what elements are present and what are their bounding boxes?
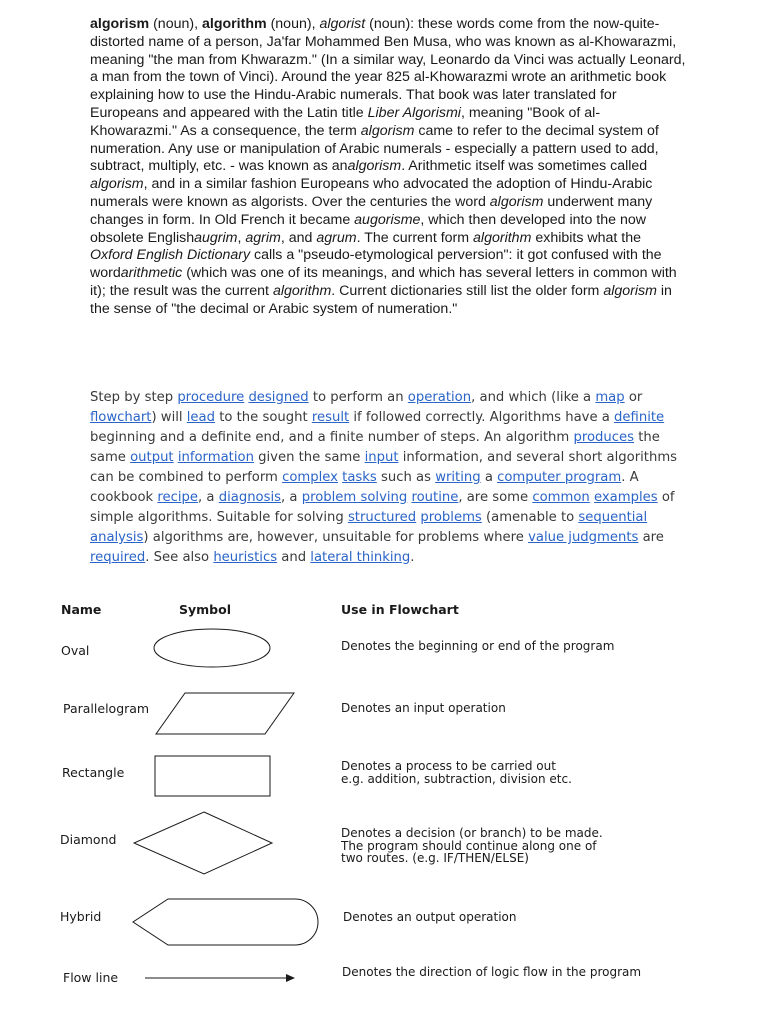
- text-run: (noun),: [266, 16, 320, 32]
- term-link[interactable]: designed: [248, 390, 309, 405]
- text-run: are: [638, 530, 664, 545]
- italic-term: algorism: [489, 193, 544, 210]
- italic-term: algorithm: [272, 282, 332, 299]
- rectangle-symbol-icon: [150, 752, 276, 800]
- term-link[interactable]: result: [311, 410, 350, 425]
- text-run: or: [624, 390, 643, 405]
- italic-term: Liber Algorismi: [367, 104, 461, 121]
- row-name-rectangle: Rectangle: [62, 765, 125, 780]
- text-run: , and in a similar fashion Europeans who advocated the adoption of Hindu-Arabic numerals were known as algorists. Over the centuries the word: [90, 176, 653, 210]
- term-link[interactable]: output: [130, 450, 174, 465]
- definition-paragraph: [90, 388, 690, 568]
- text-run: ,: [237, 229, 246, 246]
- term-link[interactable]: tasks: [342, 470, 377, 485]
- text-run: calls a "pseudo-etymological perversion": it got confused with the word: [90, 247, 662, 282]
- text-run: ) will: [151, 410, 187, 425]
- row-use-oval: Denotes the beginning or end of the program: [341, 639, 615, 653]
- row-name-flow-line: Flow line: [63, 970, 119, 985]
- text-run: .: [410, 550, 415, 565]
- text-run: and: [277, 550, 311, 565]
- row-use-flow-line: Denotes the direction of logic flow in the program: [342, 965, 642, 979]
- term-link[interactable]: problems: [420, 510, 482, 525]
- term-link[interactable]: lead: [186, 410, 215, 425]
- oval-symbol-icon: [150, 626, 276, 670]
- text-run: . Current dictionaries still list the older form: [331, 282, 604, 299]
- text-run: came to refer to the decimal system of numeration. Any use or manipulation of Arabic numerals - especially a pattern used to add, subtract, multiply, etc. - was known as an: [90, 122, 659, 175]
- italic-term: augorisme: [354, 211, 421, 228]
- italic-term: algorism: [603, 282, 657, 299]
- text-run: in the sense of "the decimal or Arabic system of numeration.": [90, 282, 672, 317]
- row-use-hybrid: Denotes an output operation: [343, 910, 517, 924]
- italic-term: algorism: [347, 158, 402, 175]
- text-run: ) algorithms are, however, unsuitable for problems where: [143, 530, 529, 545]
- term-link[interactable]: flowchart: [90, 410, 152, 425]
- text-run: to perform an: [308, 390, 408, 405]
- text-run: (noun),: [149, 16, 202, 32]
- row-name-hybrid: Hybrid: [60, 909, 102, 924]
- term-link[interactable]: diagnosis: [218, 490, 282, 505]
- text-run: underwent many changes in form. In Old French it became: [90, 193, 653, 228]
- italic-term: algorism: [360, 122, 415, 139]
- term-link[interactable]: common: [532, 490, 590, 505]
- term-link[interactable]: problem solving: [301, 490, 408, 505]
- text-run: (noun): these words come from the now-quite-distorted name of a person, Ja'far Mohammed Ben Musa, who was known as al-Khowarazmi, meaning "the man from Khwarazm." (In a similar way, Leonardo da Vinci was actually Leonard, a man from the town of Vinci). Around the year 825 al-Khowarazmi wrote an arithmetic book explaining how to use the Hindu-Arabic numerals. That book was later translated for Europeans and appeared with the Latin title: [90, 16, 686, 121]
- italic-term: algorism: [90, 176, 144, 193]
- row-name-diamond: Diamond: [60, 832, 117, 847]
- text-run: (amenable to: [481, 510, 579, 525]
- text-run: to the sought: [215, 410, 312, 425]
- text-run: , meaning "Book of al-Khowarazmi." As a consequence, the term: [90, 104, 601, 139]
- row-use-rectangle: Denotes a process to be carried out e.g. addition, subtraction, division etc.: [341, 759, 572, 786]
- italic-term: agrum: [316, 229, 357, 246]
- text-run: . See also: [145, 550, 214, 565]
- text-run: given the same: [253, 450, 365, 465]
- text-run: . The current form: [356, 229, 474, 246]
- text-run: , a: [281, 490, 302, 505]
- term-link[interactable]: analysis: [90, 530, 144, 545]
- etymology-paragraph: [90, 16, 686, 319]
- row-use-parallelogram: Denotes an input operation: [341, 701, 506, 715]
- parallelogram-symbol-icon: [150, 690, 300, 738]
- row-use-diamond: Denotes a decision (or branch) to be made. The program should continue along one of two routes. (e.g. IF/THEN/ELSE): [341, 826, 603, 865]
- term-link[interactable]: examples: [594, 490, 658, 505]
- text-run: Step by step: [90, 390, 178, 405]
- header-symbol: Symbol: [179, 602, 231, 617]
- italic-term: agrim: [245, 229, 281, 246]
- italic-term: algorist: [319, 16, 366, 32]
- term-link[interactable]: heuristics: [213, 550, 278, 565]
- flow-line-arrow-icon: [140, 968, 300, 988]
- term-link[interactable]: lateral thinking: [310, 550, 411, 565]
- term-link[interactable]: writing: [435, 470, 481, 485]
- italic-term: algorithm: [473, 229, 532, 246]
- text-run: , are some: [458, 490, 533, 505]
- text-run: , and: [280, 229, 317, 246]
- text-run: (which was one of its meanings, and which has several letters in common with it); the result was the current: [90, 265, 677, 299]
- bold-term: algorism: [90, 16, 150, 32]
- text-run: , which then developed into the now obsolete English: [90, 211, 647, 246]
- italic-term: Oxford English Dictionary: [90, 247, 251, 264]
- term-link[interactable]: value judgments: [528, 530, 639, 545]
- term-link[interactable]: information: [177, 450, 254, 465]
- term-link[interactable]: structured: [347, 510, 417, 525]
- term-link[interactable]: definite: [614, 410, 665, 425]
- term-link[interactable]: computer program: [497, 470, 622, 485]
- term-link[interactable]: operation: [407, 390, 472, 405]
- text-run: a: [480, 470, 498, 485]
- term-link[interactable]: complex: [282, 470, 338, 485]
- text-run: information, and several short algorithms can be combined to perform: [90, 450, 678, 485]
- hybrid-symbol-icon: [128, 896, 324, 950]
- header-use-in-flowchart: Use in Flowchart: [341, 602, 459, 617]
- bold-term: algorithm: [201, 16, 267, 32]
- text-run: the same: [90, 430, 660, 465]
- term-link[interactable]: produces: [573, 430, 634, 445]
- diamond-symbol-icon: [128, 808, 276, 878]
- italic-term: augrim: [194, 229, 238, 246]
- row-name-oval: Oval: [61, 643, 90, 658]
- text-run: . A cookbook: [90, 470, 639, 505]
- row-name-parallelogram: Parallelogram: [63, 701, 150, 716]
- text-run: such as: [376, 470, 436, 485]
- italic-term: arithmetic: [120, 265, 183, 282]
- term-link[interactable]: input: [364, 450, 399, 465]
- text-run: beginning and a definite end, and a finite number of steps. An algorithm: [90, 430, 574, 445]
- term-link[interactable]: required: [90, 550, 146, 565]
- term-link[interactable]: routine: [411, 490, 459, 505]
- term-link[interactable]: map: [595, 390, 625, 405]
- text-run: if followed correctly. Algorithms have a: [349, 410, 615, 425]
- text-run: exhibits what the: [531, 229, 642, 246]
- term-link[interactable]: sequential: [578, 510, 648, 525]
- text-run: , a: [198, 490, 219, 505]
- text-run: , and which (like a: [471, 390, 596, 405]
- term-link[interactable]: recipe: [157, 490, 199, 505]
- text-run: . Arithmetic itself was sometimes called: [401, 158, 648, 175]
- text-run: of simple algorithms. Suitable for solving: [90, 490, 675, 525]
- term-link[interactable]: procedure: [177, 390, 245, 405]
- header-name: Name: [61, 602, 102, 617]
